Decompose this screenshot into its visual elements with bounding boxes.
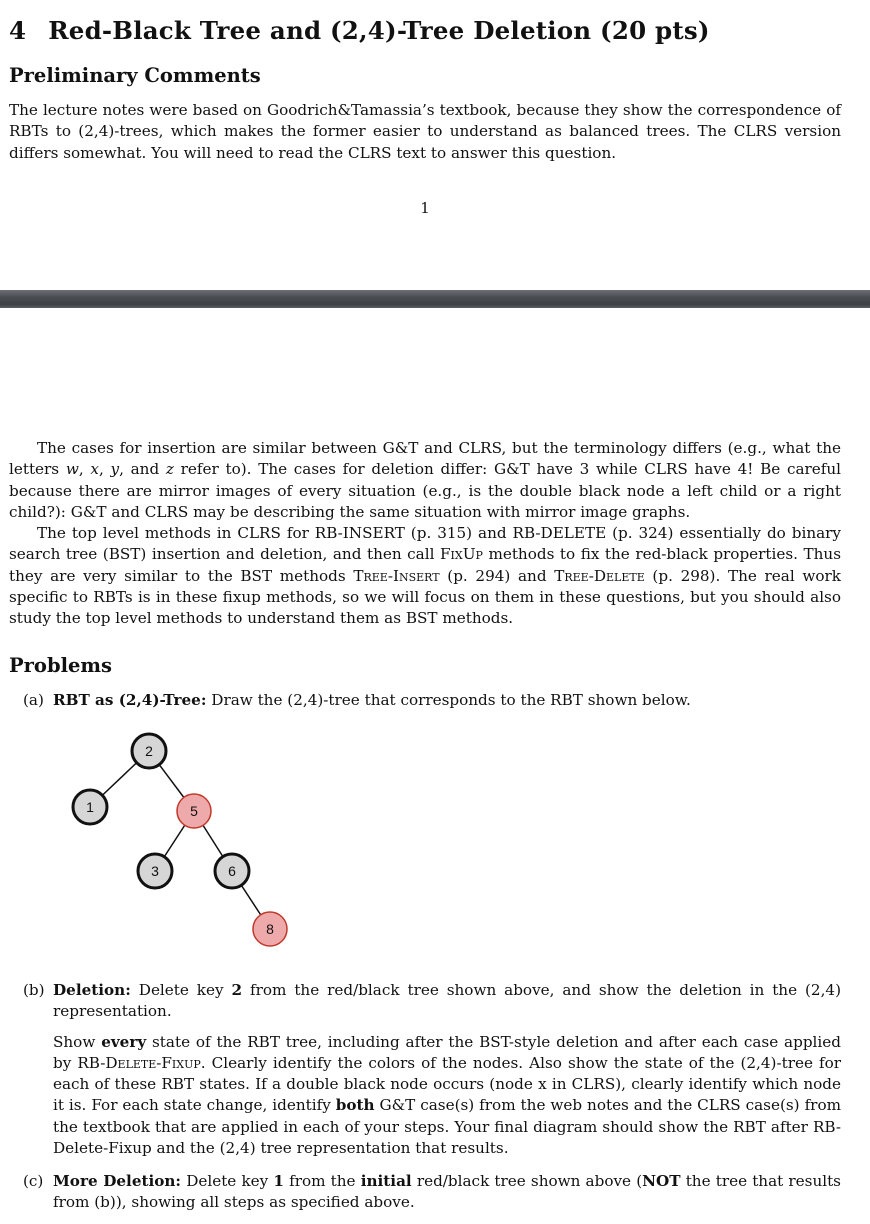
cases-comma-1: , [78, 460, 91, 479]
var-x: x [90, 460, 99, 479]
intro-paragraph: The lecture notes were based on Goodrich&Tamassia’s textbook, because they show the correspondence of RBTs to (2,4)-trees, which makes the former easier to understand as balanced trees. The CLRS version differs somewhat. You will need to read the CLRS text to answer this question. [9, 101, 841, 162]
tree-node-key: 1 [86, 799, 94, 815]
toplevel-text-4: (p. 298). The real work specific to RBTs is in these fixup methods, so we will focus on them in these questions, but you should also study the top level methods to understand them as BST methods. [9, 566, 841, 628]
section-number: 4 [9, 16, 27, 45]
problem-b-every: every [101, 1032, 147, 1051]
problem-c-text-4: the tree that results from (b)), showing all steps as specified above. [53, 1172, 841, 1212]
var-y: y [110, 460, 120, 479]
section-title-text: Red-Black Tree and (2,4)-Tree Deletion (20 pts) [48, 16, 710, 45]
cases-text-2: refer to). The cases for deletion differ: G&T have 3 while CLRS have 4! Be careful because there are mirror images of every situation (e.g., is the double black node a left child or a right child?): G&T and CLRS may be describing the same situation with mirror image graphs. [9, 460, 842, 521]
tree-delete-term: Tree-Delete [554, 566, 645, 585]
section-title [9, 16, 710, 45]
cases-text-1: The cases for insertion are similar between G&T and CLRS, but the terminology differs (e.g., what the letters [9, 439, 841, 479]
tree-node-2 [132, 734, 166, 768]
problem-c-label: (c) [23, 1172, 44, 1190]
page-number: 1 [420, 199, 430, 217]
problem-b-fixup-term: Delete-Fixup [105, 1053, 201, 1072]
cases-comma-2: , [98, 460, 111, 479]
problem-b [23, 980, 841, 1159]
problem-b-p2-text-1: Show [53, 1032, 102, 1051]
cases-paragraph [9, 438, 841, 523]
cases-and: , and [119, 460, 166, 479]
problem-c-text-2: from the [283, 1172, 361, 1190]
toplevel-paragraph [9, 523, 841, 629]
problem-b-text-1: Delete key [130, 981, 232, 999]
problem-c-initial: initial [360, 1172, 412, 1190]
problem-b-both: both [335, 1096, 375, 1115]
toplevel-text-3: (p. 294) and [439, 566, 555, 585]
problem-b-title: Deletion: [53, 981, 131, 999]
tree-node-6 [215, 854, 249, 888]
tree-node-key: 2 [145, 743, 153, 759]
problem-b-p2-text-2: state of the RBT tree, including after the BST-style deletion and after each case applied by RB- [53, 1032, 841, 1072]
toplevel-text-1: The top level methods in CLRS for RB-INSERT (p. 315) and RB-DELETE (p. 324) essentially do binary search tree (BST) insertion and deletion, and then call [9, 524, 841, 564]
tree-node-5 [177, 794, 211, 828]
tree-node-8 [253, 912, 287, 946]
var-w: w [65, 460, 79, 479]
problem-a-title: RBT as (2,4)-Tree: [53, 691, 207, 709]
problem-c-title: More Deletion: [53, 1172, 182, 1190]
toplevel-text-2: methods to fix the red-black properties. Thus they are very similar to the BST methods [9, 545, 842, 585]
tree-node-3 [138, 854, 172, 888]
tree-node-key: 3 [151, 863, 159, 879]
problem-b-p2-text-4: G&T case(s) from the web notes and the CLRS case(s) from the textbook that are applied in each of your steps. Your final diagram should show the RBT after RB-Delete-Fixup and the (2,4) tree representation that results. [53, 1096, 841, 1158]
problem-c [23, 1171, 841, 1214]
var-z: z [165, 460, 174, 479]
problem-b-p2-text-3: . Clearly identify the colors of the nodes. Also show the state of the (2,4)-tree for each of these RBT states. If a double black node occurs (node x in CLRS), clearly identify which node it is. For each state change, identify [53, 1053, 841, 1115]
tree-node-key: 6 [228, 863, 236, 879]
problem-c-text-1: Delete key [181, 1172, 274, 1190]
tree-insert-term: Tree-Insert [353, 566, 440, 585]
problem-c-key: 1 [273, 1172, 284, 1190]
tree-node-1 [73, 790, 107, 824]
problem-b-text-2: from the red/black tree shown above, and show the deletion in the (2,4) representation. [53, 981, 842, 1021]
page-separator [0, 290, 870, 308]
problem-c-not: NOT [642, 1172, 681, 1190]
problem-b-key: 2 [231, 981, 243, 999]
problem-a-label: (a) [23, 691, 44, 709]
fixup-term: FixUp [439, 545, 483, 564]
page-1-bottom [0, 0, 870, 290]
problem-a-text: Draw the (2,4)-tree that corresponds to the RBT shown below. [206, 691, 691, 709]
preliminary-heading: Preliminary Comments [9, 64, 261, 87]
problems-heading: Problems [9, 654, 113, 677]
problem-b-label: (b) [23, 981, 45, 999]
rbt-diagram [60, 725, 300, 950]
problem-a [23, 690, 841, 711]
tree-node-key: 8 [266, 921, 274, 937]
tree-node-key: 5 [190, 803, 198, 819]
problem-c-text-3: red/black tree shown above ( [411, 1172, 643, 1190]
